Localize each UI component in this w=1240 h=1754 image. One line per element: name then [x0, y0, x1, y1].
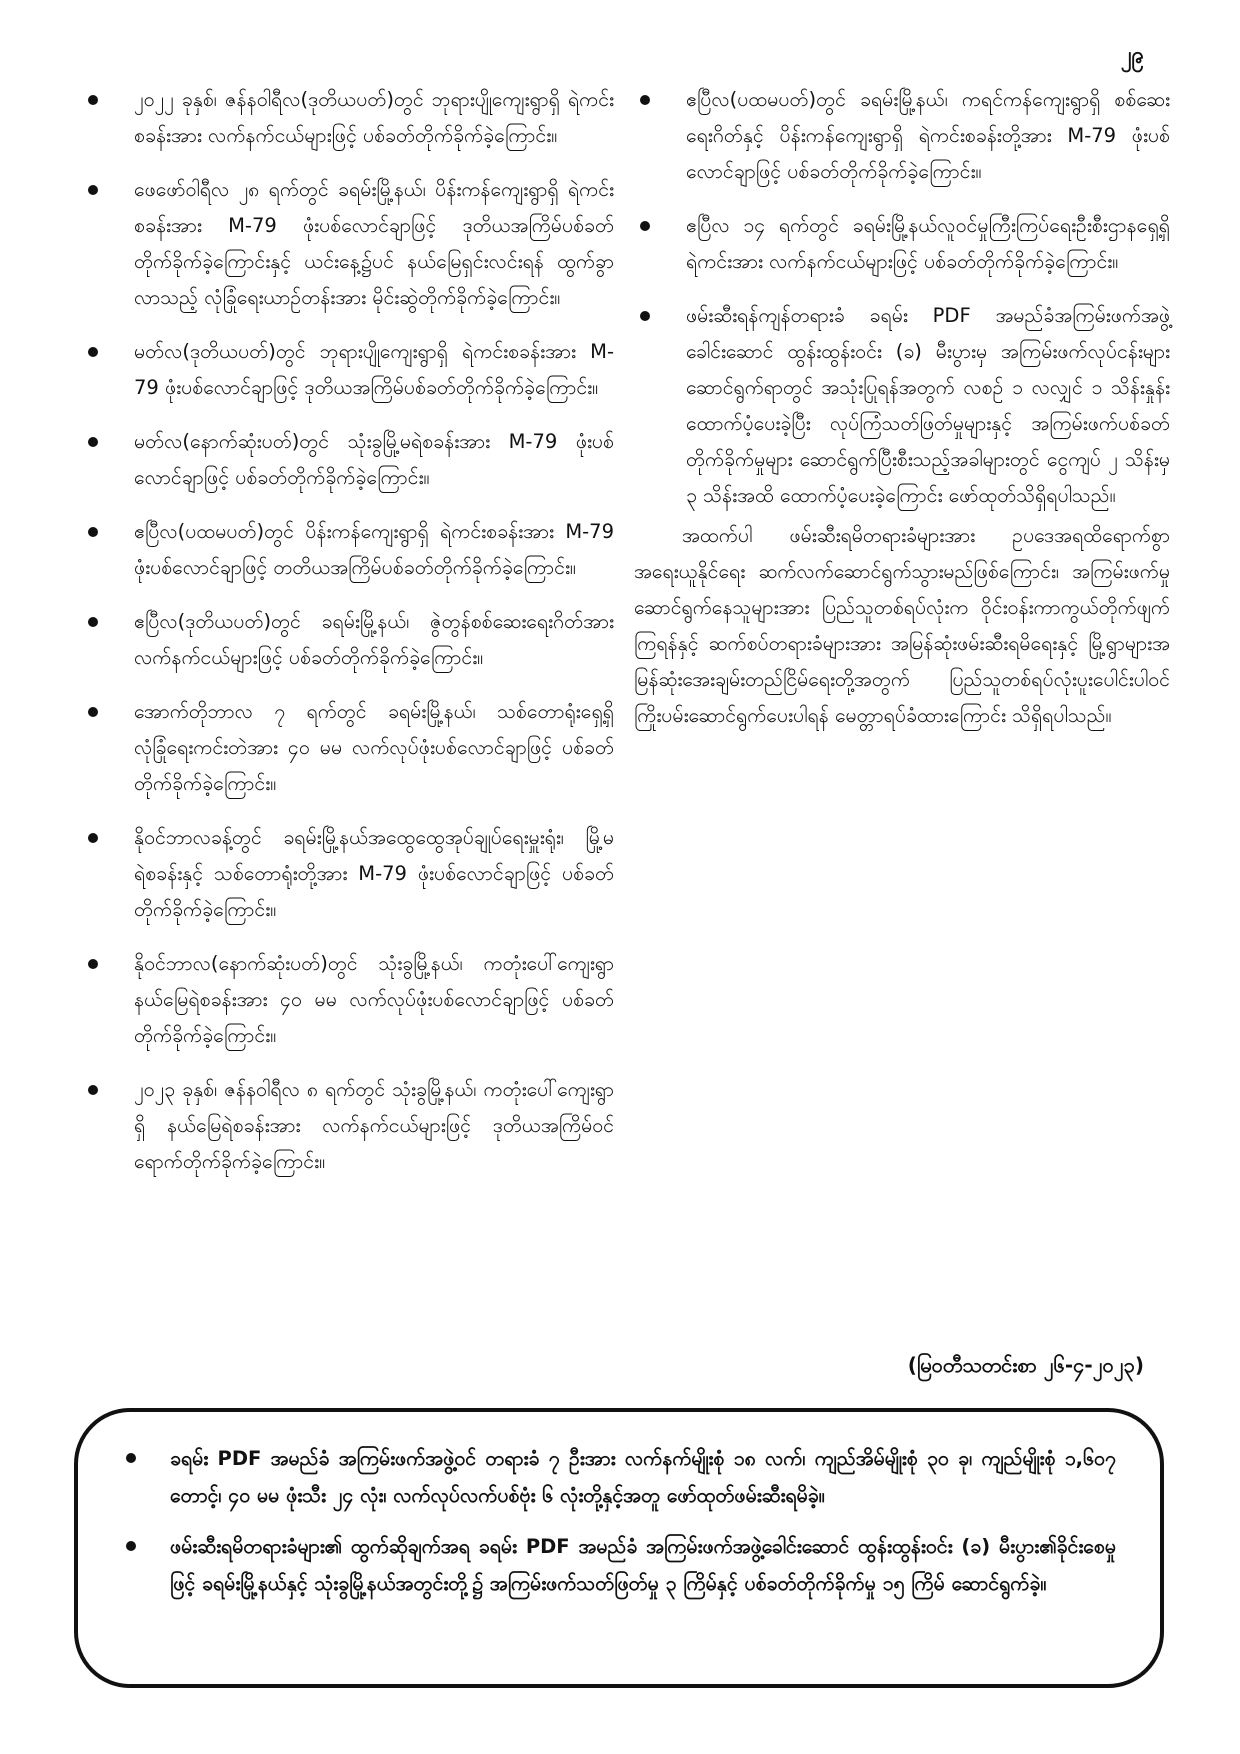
- bullet-icon: [88, 617, 98, 627]
- list-item-text: ဧပြီလ(ပထမပတ်)တွင် ပိန်းကန်ကျေးရွာရှိ ရဲကင်းစခန်းအား M-79 ဖုံးပစ်လောင်ချာဖြင့် တတိယအကြိမ်ပစ်ခတ်တိုက်ခိုက်ခဲ့ကြောင်း။: [134, 520, 614, 579]
- bullet-icon: [88, 833, 98, 843]
- closing-paragraph: အထက်ပါ ဖမ်းဆီးရမိတရားခံများအား ဥပဒေအရထိရောက်စွာအရေးယူနိုင်ရေး ဆက်လက်ဆောင်ရွက်သွားမည်ဖြစ်ကြောင်း၊ အကြမ်းဖက်မှုဆောင်ရွက်နေသူများအား ပြည်သူတစ်ရပ်လုံးက ဝိုင်းဝန်းကာကွယ်တိုက်ဖျက်ကြရန်နှင့် ဆက်စပ်တရားခံများအား အမြန်ဆုံးဖမ်းဆီးရမိရေးနှင့် မြို့ရွာများအမြန်ဆုံးအေးချမ်းတည်ငြိမ်ရေးတို့အတွက် ပြည်သူတစ်ရပ်လုံးပူးပေါင်းပါဝင်ကြိုးပမ်းဆောင်ရွက်ပေးပါရန် မေတ္တာရပ်ခံထားကြောင်း သိရှိရပါသည်။: [634, 524, 1170, 727]
- highlight-box: [74, 1408, 1164, 1688]
- highlight-item-text: ဖမ်းဆီးရမိတရားခံများ၏ ထွက်ဆိုချက်အရ ခရမ်း PDF အမည်ခံ အကြမ်းဖက်အဖွဲ့ခေါင်းဆောင် ထွန်းထွန်းဝင်း (ခ) မီးပွား၏ခိုင်းစေမှုဖြင့် ခရမ်းမြို့နယ်နှင့် သုံးခွမြို့နယ်အတွင်းတို့၌ အကြမ်းဖက်သတ်ဖြတ်မှု ၃ ကြိမ်နှင့် ပစ်ခတ်တိုက်ခိုက်မှု ၁၅ ကြိမ် ဆောင်ရွက်ခဲ့။: [170, 1535, 1116, 1595]
- list-item: [82, 694, 614, 802]
- list-item-text: ဧပြီလ ၁၄ ရက်တွင် ခရမ်းမြို့နယ်လူဝင်မှုကြီးကြပ်ရေးဦးစီးဌာနရှေ့ရှိ ရဲကင်းအား လက်နက်ငယ်များဖြင့် ပစ်ခတ်တိုက်ခိုက်ခဲ့ကြောင်း။: [686, 214, 1170, 273]
- list-item-text: နိုဝင်ဘာလခန့်တွင် ခရမ်းမြို့နယ်အထွေထွေအုပ်ချုပ်ရေးမှူးရုံး၊ မြို့မရဲစခန်းနှင့် သစ်တောရုံးတို့အား M-79 ဖုံးပစ်လောင်ချာဖြင့် ပစ်ခတ်တိုက်ခိုက်ခဲ့ကြောင်း။: [134, 826, 614, 921]
- bullet-icon: [640, 311, 650, 321]
- list-item: [82, 172, 614, 316]
- bullet-icon: [126, 1453, 136, 1463]
- list-item-text: ဖမ်းဆီးရန်ကျန်တရားခံ ခရမ်း PDF အမည်ခံအကြမ်းဖက်အဖွဲ့ခေါင်းဆောင် ထွန်းထွန်းဝင်း (ခ) မီးပွားမှ အကြမ်းဖက်လုပ်ငန်းများဆောင်ရွက်ရာတွင် အသုံးပြုရန်အတွက် လစဉ် ၁ လလျှင် ၁ သိန်းနှုန်းထောက်ပံ့ပေးခဲ့ပြီး လုပ်ကြံသတ်ဖြတ်မှုများနှင့် အကြမ်းဖက်ပစ်ခတ်တိုက်ခိုက်မှုများ ဆောင်ရွက်ပြီးစီးသည့်အခါများတွင် ငွေကျပ် ၂ သိန်းမှ ၃ သိန်းအထိ ထောက်ပံ့ပေးခဲ့ကြောင်း ဖော်ထုတ်သိရှိရပါသည်။: [686, 304, 1170, 507]
- list-item-text: ၂၀၂၃ ခုနှစ်၊ ဇန်နဝါရီလ ၈ ရက်တွင် သုံးခွမြို့နယ်၊ ကတုံးပေါ်ကျေးရွာရှိ နယ်မြေရဲစခန်းအား လက်နက်ငယ်များဖြင့် ဒုတိယအကြိမ်ဝင်ရောက်တိုက်ခိုက်ခဲ့ကြောင်း။: [134, 1078, 614, 1173]
- bullet-icon: [88, 95, 98, 105]
- bullet-icon: [88, 1085, 98, 1095]
- bullet-icon: [88, 347, 98, 357]
- list-item-text: ဖေဖော်ဝါရီလ ၂၈ ရက်တွင် ခရမ်းမြို့နယ်၊ ပိန်းကန်ကျေးရွာရှိ ရဲကင်းစခန်းအား M-79 ဖုံးပစ်လောင်ချာဖြင့် ဒုတိယအကြိမ်ပစ်ခတ်တိုက်ခိုက်ခဲ့ကြောင်းနှင့် ယင်းနေ့၌ပင် နယ်မြေရှင်းလင်းရန် ထွက်ခွာလာသည့် လုံခြုံရေးယာဉ်တန်းအား မိုင်းဆွဲတိုက်ခိုက်ခဲ့ကြောင်း။: [134, 178, 614, 309]
- list-item: [82, 820, 614, 928]
- bullet-icon: [640, 95, 650, 105]
- page-number: ၂၉: [1120, 43, 1144, 68]
- highlight-item-text: ခရမ်း PDF အမည်ခံ အကြမ်းဖက်အဖွဲ့ဝင် တရားခံ ၇ ဦးအား လက်နက်မျိုးစုံ ၁၈ လက်၊ ကျည်အိမ်မျိုးစုံ ၃၀ ခု၊ ကျည်မျိုးစုံ ၁,၆၀၇ တောင့်၊ ၄၀ မမ ဖုံးသီး ၂၄ လုံး၊ လက်လုပ်လက်ပစ်ဗုံး ၆ လုံးတို့နှင့်အတူ ဖော်ထုတ်ဖမ်းဆီးရမိခဲ့။: [170, 1447, 1116, 1507]
- list-item: [82, 946, 614, 1054]
- bullet-icon: [88, 185, 98, 195]
- list-item: [634, 298, 1170, 514]
- list-item-text: နိုဝင်ဘာလ(နောက်ဆုံးပတ်)တွင် သုံးခွမြို့နယ်၊ ကတုံးပေါ်ကျေးရွာနယ်မြေရဲစခန်းအား ၄၀ မမ လက်လုပ်ဖုံးပစ်လောင်ချာဖြင့် ပစ်ခတ်တိုက်ခိုက်ခဲ့ကြောင်း။: [134, 952, 614, 1047]
- bullet-icon: [126, 1541, 136, 1551]
- list-item: [82, 334, 614, 406]
- bullet-icon: [88, 437, 98, 447]
- highlight-item: [126, 1440, 1116, 1514]
- list-item: [82, 82, 614, 154]
- list-item: [634, 208, 1170, 280]
- list-item-text: ဧပြီလ(ဒုတိယပတ်)တွင် ခရမ်းမြို့နယ်၊ ဇွဲတွန်စစ်ဆေးရေးဂိတ်အား လက်နက်ငယ်များဖြင့် ပစ်ခတ်တိုက်ခိုက်ခဲ့ကြောင်း။: [134, 610, 614, 669]
- right-column: [634, 82, 1170, 734]
- list-item-text: ၂၀၂၂ ခုနှစ်၊ ဇန်နဝါရီလ(ဒုတိယပတ်)တွင် ဘုရားပျိုကျေးရွာရှိ ရဲကင်းစခန်းအား လက်နက်ငယ်များဖြင့် ပစ်ခတ်တိုက်ခိုက်ခဲ့ကြောင်း။: [134, 88, 614, 147]
- list-item: [82, 514, 614, 586]
- list-item: [82, 424, 614, 496]
- bullet-icon: [88, 707, 98, 717]
- highlight-item: [126, 1528, 1116, 1602]
- list-item: [82, 604, 614, 676]
- list-item-text: မတ်လ(ဒုတိယပတ်)တွင် ဘုရားပျိုကျေးရွာရှိ ရဲကင်းစခန်းအား M-79 ဖုံးပစ်လောင်ချာဖြင့် ဒုတိယအကြိမ်ပစ်ခတ်တိုက်ခိုက်ခဲ့ကြောင်း။: [134, 340, 614, 399]
- list-item-text: ဧပြီလ(ပထမပတ်)တွင် ခရမ်းမြို့နယ်၊ ကရင်ကန်ကျေးရွာရှိ စစ်ဆေးရေးဂိတ်နှင့် ပိန်းကန်ကျေးရွာရှိ ရဲကင်းစခန်းတို့အား M-79 ဖုံးပစ်လောင်ချာဖြင့် ပစ်ခတ်တိုက်ခိုက်ခဲ့ကြောင်း။: [686, 88, 1170, 183]
- source-citation: (မြဝတီသတင်းစာ ၂၆-၄-၂၀၂၃): [907, 1353, 1144, 1377]
- bullet-icon: [88, 527, 98, 537]
- list-item-text: မတ်လ(နောက်ဆုံးပတ်)တွင် သုံးခွမြို့မရဲစခန်းအား M-79 ဖုံးပစ်လောင်ချာဖြင့် ပစ်ခတ်တိုက်ခိုက်ခဲ့ကြောင်း။: [134, 430, 614, 489]
- list-item: [634, 82, 1170, 190]
- list-item: [82, 1072, 614, 1180]
- list-item-text: အောက်တိုဘာလ ၇ ရက်တွင် ခရမ်းမြို့နယ်၊ သစ်တောရုံးရှေ့ရှိ လုံခြုံရေးကင်းတဲအား ၄၀ မမ လက်လုပ်ဖုံးပစ်လောင်ချာဖြင့် ပစ်ခတ်တိုက်ခိုက်ခဲ့ကြောင်း။: [134, 700, 614, 795]
- bullet-icon: [640, 221, 650, 231]
- bullet-icon: [88, 959, 98, 969]
- left-column: [82, 82, 614, 1198]
